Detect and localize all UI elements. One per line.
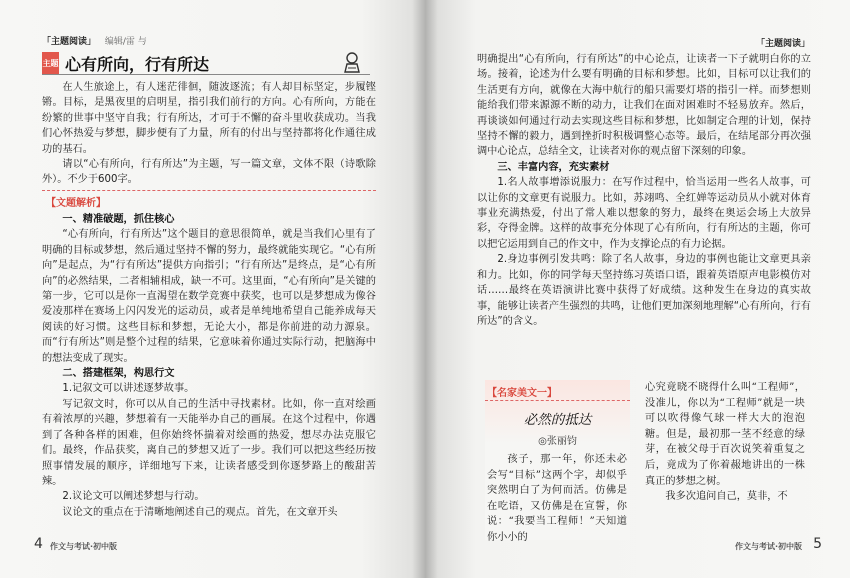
title-tag: 主题 (42, 52, 59, 74)
body-line: 1.记叙文可以讲述逐梦故事。 (62, 383, 195, 395)
analysis-label: 【文题解析】 (46, 198, 106, 209)
body-paragraph: 写记叙文时，你可以从自己的生活中寻找素材。比如，你一直对绘画有着浓厚的兴趣，梦想着有一天能举办自己的画展。在这个过程中，你遇到了各种各样的困难，但你始终怀揣着对绘画的热爱，想尽办法克服它们。最终，作品获奖，离自己的梦想又近了一步。我们可以把这些经历按照事情发展的顺序，详细地写下来，让读者感受到你逐梦路上的酸甜苦辣。 (42, 398, 376, 487)
body-paragraph: “心有所向，行有所达”这个题目的意思很简单，就是当我们心里有了明确的目标或梦想，然后通过坚持不懈的努力，最终就能实现它。“心有所向”是起点，为“行有所达”提供方向指引；“行有所达”是终点，是“心有所向”的必然结果，二者相辅相成，缺一不可。这里面，“心有所向”是关键的第一步，它可以是你一直渴望在数学竞赛中获奖，也可以是梦想成为像谷爱凌那样在赛场上闪闪发光的运动员，或者是单纯地希望自己能养成每天阅读的好习惯。这些目标和梦想，无论大小，都是你前进的动力源泉。而“行有所达”则是整个过程的结果，它意味着你通过实际行动，把脑海中的想法变成了现实。 (42, 229, 376, 364)
body-paragraph: 2.身边事例引发共鸣：除了名人故事，身边的事例也能让文章更具亲和力。比如，你的同学每天坚持练习英语口语，跟着英语原声电影模仿对话……最终在英语演讲比赛中获得了好成绩。这种发生在身边的真实故事，能够让读者产生强烈的共鸣，让他们更加深刻地理解“心有所向，行有所达”的含义。 (477, 254, 811, 327)
essay-title: 必然的抵达 (523, 412, 592, 428)
essay-author: ◎张丽钧 (538, 436, 577, 447)
reader-icon (340, 50, 364, 74)
writing-prompt (42, 80, 376, 188)
analysis-body (42, 212, 376, 520)
page-number-right: 5 (813, 536, 822, 552)
essay-divider (485, 400, 630, 401)
body-paragraph: 明确提出“心有所向，行有所达”的中心论点，让读者一下子就明白你的立场。接着，论述为什么要有明确的目标和梦想。比如，目标可以让我们的生活更有方向，就像在大海中航行的船只需要灯塔的指引一样。而梦想则能给我们带来源源不断的动力，让我们在面对困难时不轻易放弃。然后，再谈谈如何通过行动去实现这些目标和梦想，比如制定合理的计划，保持坚持不懈的毅力，遇到挫折时积极调整心态等。最后，在结尾部分再次强调中心论点，总结全文，让读者对你的观点留下深刻的印象。 (477, 54, 811, 158)
body-paragraph: 议论文的重点在于清晰地阐述自己的观点。首先，在文章开头 (62, 506, 338, 518)
essay-paragraph: 孩子，那一年，你还未必会写“目标”这两个字，却似乎突然明白了为何而活。仿佛是在吃语，又仿佛是在宣誓，你说：“我要当工程师！”天知道你小小的 (487, 454, 627, 543)
subheading: 一、精准破题，抓住核心 (62, 214, 175, 225)
prompt-paragraph: 在人生旅途上，有人迷茫徘徊，随波逐流；有人却目标坚定，步履铿锵。目标，是黑夜里的启明星，指引我们前行的方向。心有所向，方能在纷繁的世事中坚守自我；行有所达，才可于不懈的奋斗里收获成功。当我们心怀热爱与梦想，脚步便有了力量，所有的付出与坚持都将化作通往成功的基石。 (42, 82, 376, 155)
body-paragraph: 1.名人故事增添说服力：在写作过程中，恰当运用一些名人故事，可以让你的文章更有说服力。比如，苏翊鸣、全红婵等运动员从小就对体育事业充满热爱，付出了常人难以想象的努力，最终在奥运会场上大放异彩，夺得金牌。这样的故事充分体现了心有所向，行有所达的主题，你可以把它运用到自己的作文中，作为支撑论点的有力论据。 (477, 177, 811, 250)
page-title-bar (42, 52, 370, 75)
subheading: 三、丰富内容，充实素材 (497, 161, 610, 173)
footer-label-right: 作文与考试·初中版 (734, 542, 802, 551)
essay-tag: 【名家美文一】 (487, 388, 557, 399)
page-title: 心有所向，行有所达 (65, 54, 210, 74)
footer-label-left: 作文与考试·初中版 (50, 542, 118, 551)
right-page (425, 0, 850, 578)
page-number-left: 4 (34, 536, 43, 552)
subheading: 二、搭建框架，构思行文 (62, 368, 175, 380)
essay-text-right (645, 380, 805, 505)
body-line: 2.议论文可以阐述梦想与行动。 (62, 491, 205, 503)
right-header: 「主题阅读」 (755, 39, 810, 49)
essay-text-left (487, 452, 627, 546)
essay-paragraph: 心究竟晓不晓得什么叫“工程师”，没准儿，你以为“工程师”就是一块可以吹得像气球一样大大的泡泡糖。但是，最初那一茎不经意的绿芽，在被父母于百次说笑着重复之后，竟成为了你着赧地讲出的一株真正的梦想之树。 (645, 382, 805, 487)
right-body (477, 52, 811, 329)
editor-credit: 编辑/雷 与 (104, 37, 147, 47)
essay-paragraph: 我多次追问自己，莫非，不 (665, 491, 788, 503)
left-header (42, 34, 147, 47)
prompt-instruction: 请以“心有所向，行有所达”为主题，写一篇文章，文体不限（诗歌除外）。不少于600字。 (42, 159, 376, 186)
section-header-label: 「主题阅读」 (42, 37, 97, 47)
